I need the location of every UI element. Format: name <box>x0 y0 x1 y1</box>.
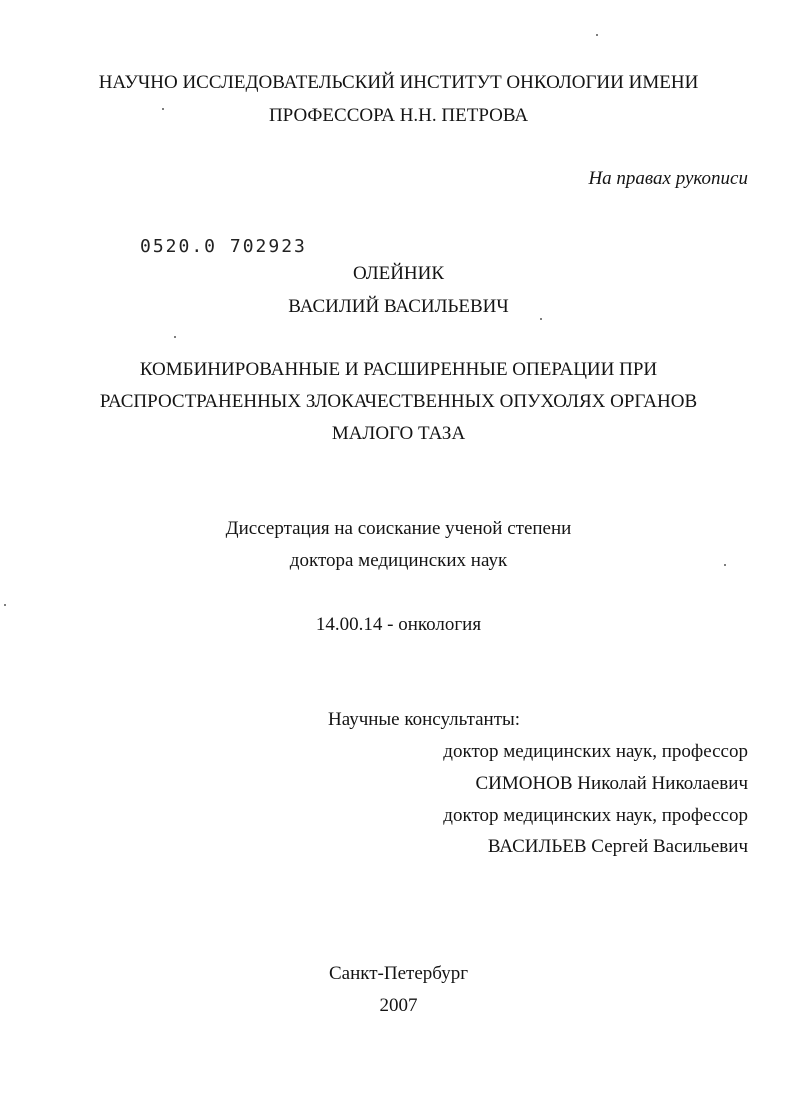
consultant-1-name: СИМОНОВ Николай Николаевич <box>475 773 748 794</box>
dissertation-title-line-1: КОМБИНИРОВАННЫЕ И РАСШИРЕННЫЕ ОПЕРАЦИИ ПРИ <box>139 359 658 380</box>
degree-line-2: доктора медицинских наук <box>289 550 508 571</box>
scan-speck <box>174 336 176 338</box>
consultant-2-name: ВАСИЛЬЕВ Сергей Васильевич <box>487 836 748 857</box>
dissertation-title-line-2: РАСПРОСТРАНЕННЫХ ЗЛОКАЧЕСТВЕННЫХ ОПУХОЛЯХ ОРГАНОВ <box>99 391 698 412</box>
consultant-2-title: доктор медицинских наук, профессор <box>443 805 748 826</box>
registration-number-stamp: 0520.0 702923 <box>140 236 307 257</box>
scan-speck <box>162 108 164 110</box>
scan-speck <box>596 34 598 36</box>
dissertation-title-line-3: МАЛОГО ТАЗА <box>331 423 466 444</box>
scan-speck <box>724 564 726 566</box>
author-surname: ОЛЕЙНИК <box>352 263 445 284</box>
institution-line-2: ПРОФЕССОРА Н.Н. ПЕТРОВА <box>268 105 529 126</box>
year: 2007 <box>379 995 418 1016</box>
consultants-heading: Научные консультанты: <box>328 709 521 730</box>
scan-speck <box>540 318 542 320</box>
degree-line-1: Диссертация на соискание ученой степени <box>225 518 572 539</box>
manuscript-note: На правах рукописи <box>588 168 748 189</box>
consultant-1-title: доктор медицинских наук, профессор <box>443 741 748 762</box>
specialty: 14.00.14 - онкология <box>315 614 482 635</box>
place: Санкт-Петербург <box>328 963 468 984</box>
institution-line-1: НАУЧНО ИССЛЕДОВАТЕЛЬСКИЙ ИНСТИТУТ ОНКОЛОГИИ ИМЕНИ <box>98 72 699 93</box>
scan-speck <box>4 604 6 606</box>
author-given-names: ВАСИЛИЙ ВАСИЛЬЕВИЧ <box>288 296 509 317</box>
